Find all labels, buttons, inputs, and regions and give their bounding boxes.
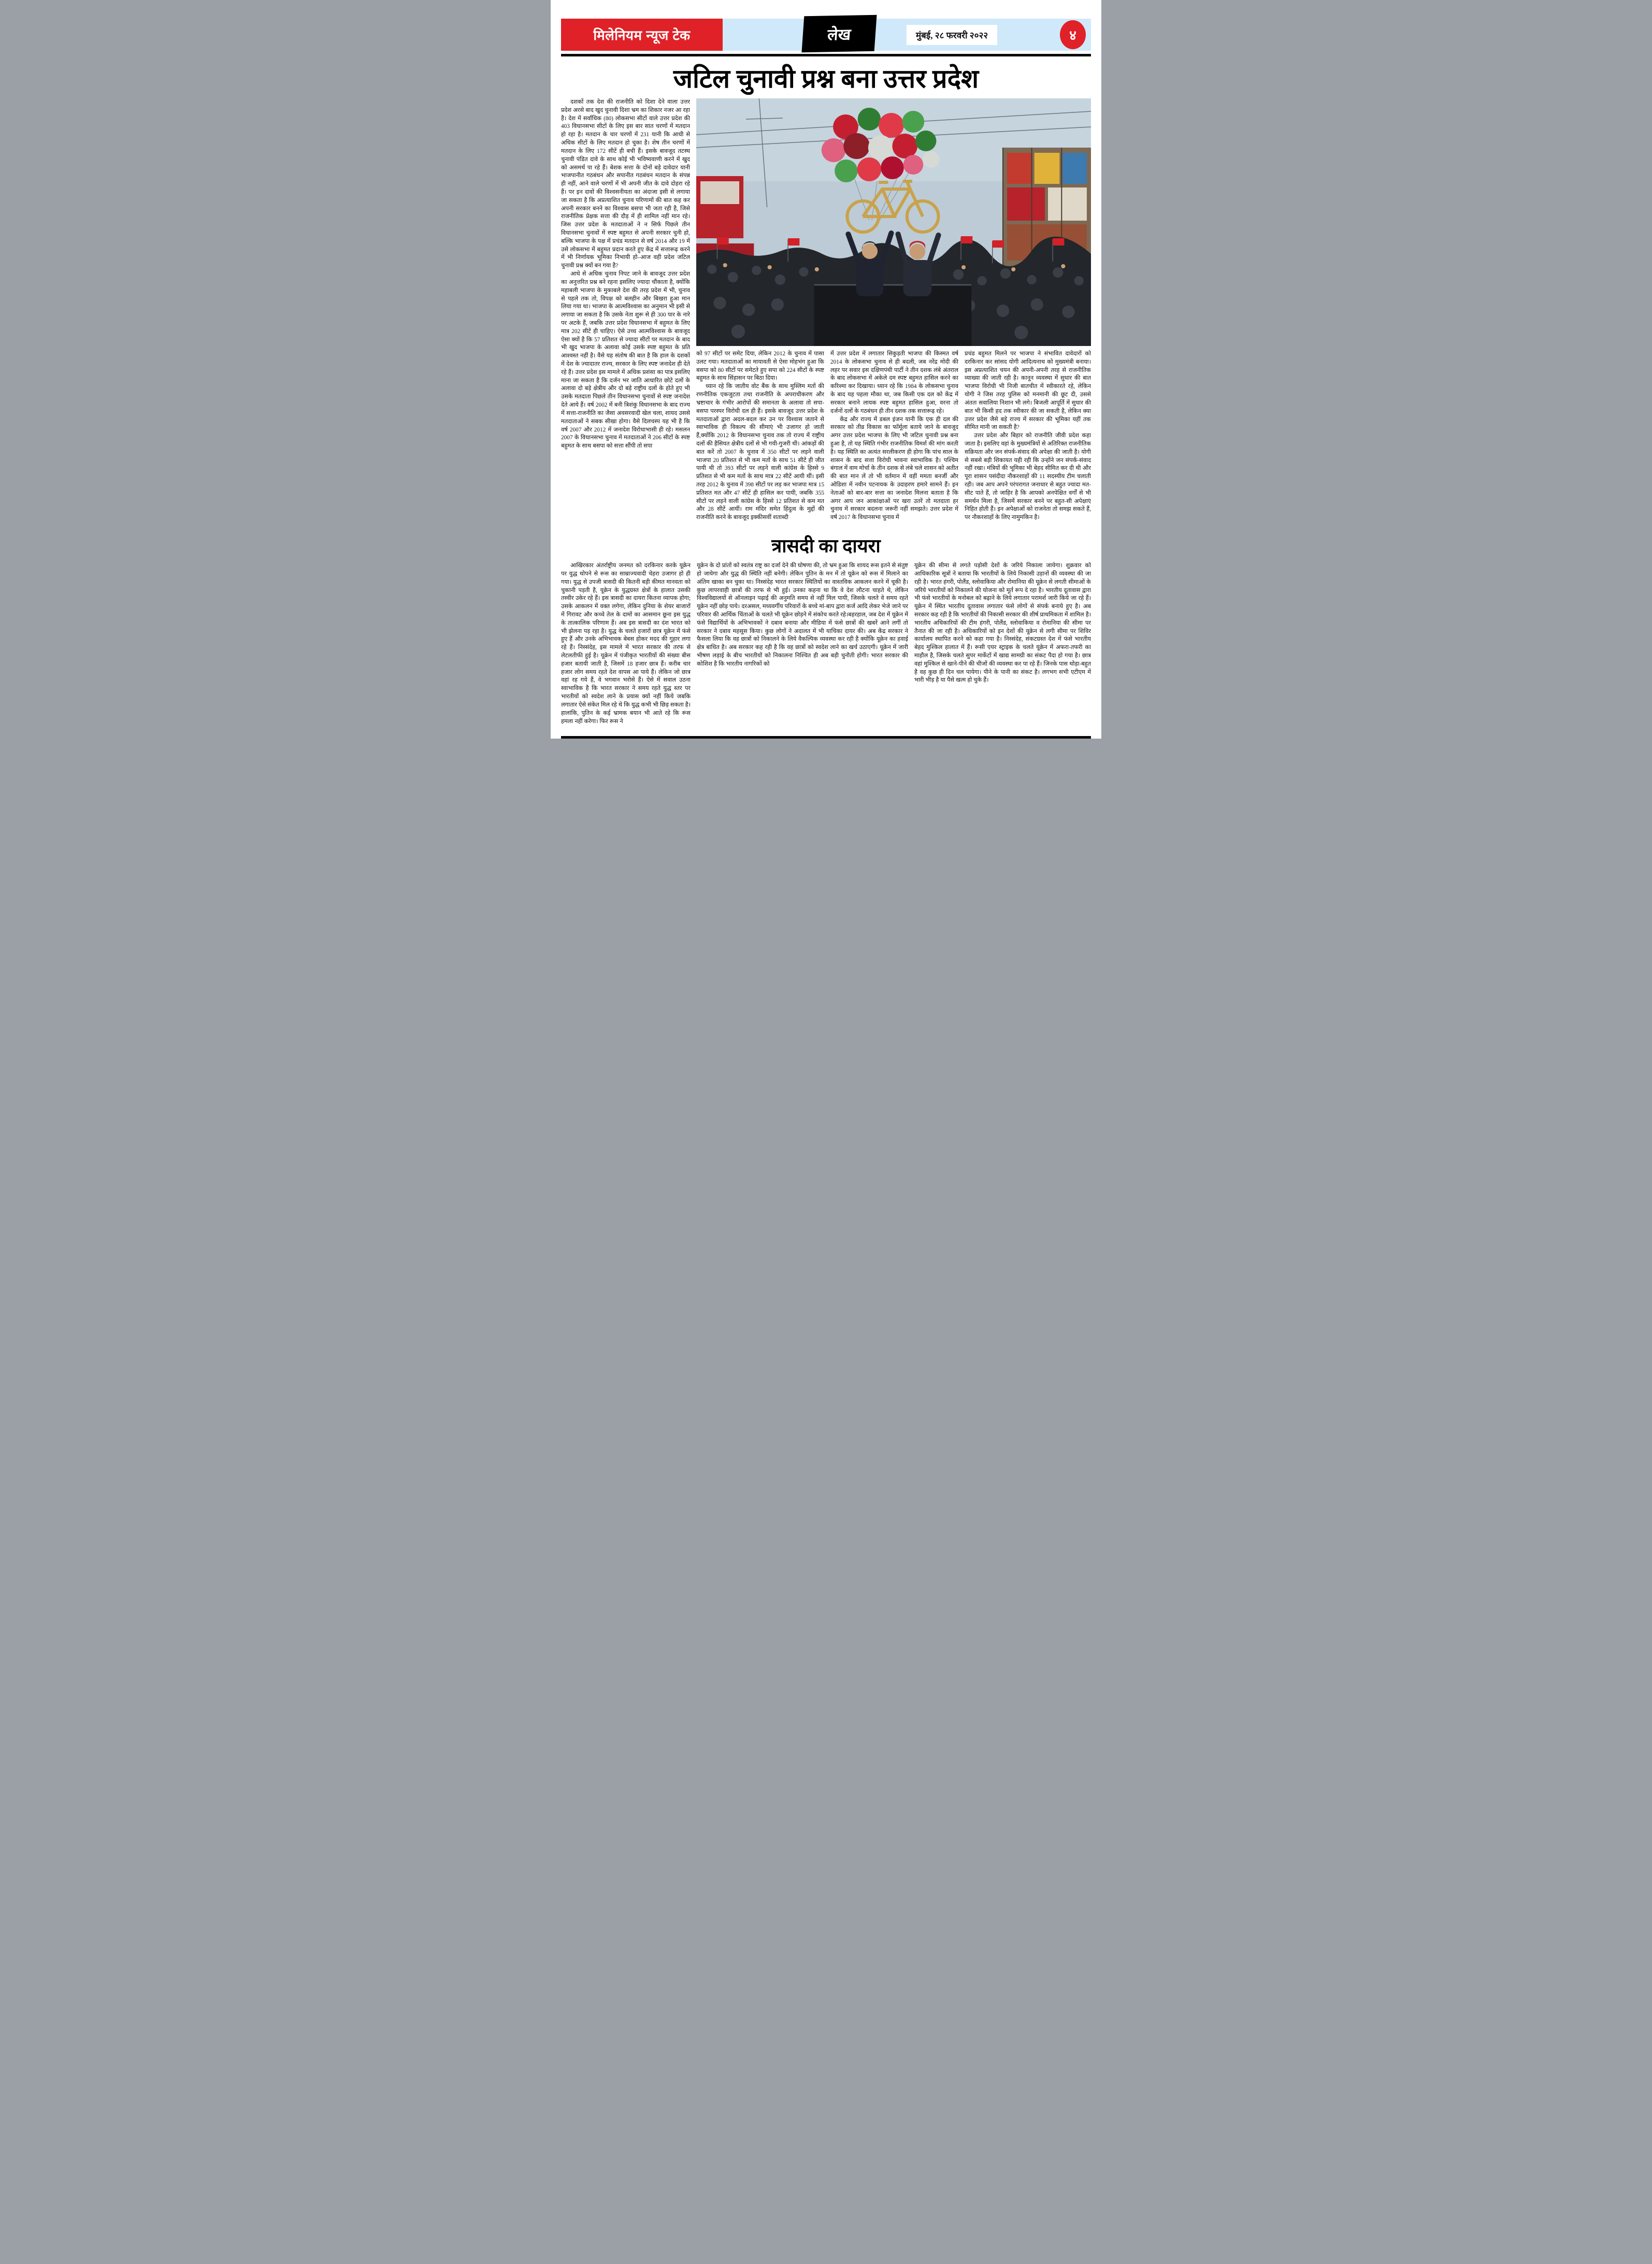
article2-headline: त्रासदी का दायरा xyxy=(771,536,881,557)
article2-body xyxy=(561,562,1091,733)
paragraph: केंद्र और राज्य में डबल इंजन यानी कि एक ही दल की सरकार को तीव्र विकास का फॉर्मूला बताये जाने के बावजूद अगर उत्तर प्रदेश भाजपा के लिए भी जटिल चुनावी प्रश्न बना हुआ है, तो यह स्थिति गंभीर राजनीतिक विमर्श की मांग करती है। यह स्थिति का अत्यंत सरलीकरण ही होगा कि पांच साल के शासन के बाद सत्ता विरोधी भावना स्वाभाविक है। पश्चिम बंगाल में वाम मोर्चा के तीन दशक से लंबे चले शासन को अतीत की बात मान लें तो भी वर्तमान में वहीं ममता बनर्जी और ओडिशा में नवीन पटनायक के उदाहरण हमारे सामने हैं। इन नेताओं को बार-बार सत्ता का जनादेश मिलना बताता है कि अगर आप जन आकांक्षाओं पर खरा उतरें तो मतदाता हर चुनाव में सरकार बदलना जरूरी नहीं समझते। उत्तर प्रदेश में वर्ष 2017 के विधानसभा चुनाव में xyxy=(830,416,958,521)
paragraph: दशकों तक देश की राजनीति को दिशा देने वाला उत्तर प्रदेश अरसे बाद खुद चुनावी दिशा भ्रम का शिकार नजर आ रहा है। देश में सर्वाधिक (80) लोकसभा सीटों वाले उत्तर प्रदेश की 403 विधानसभा सीटों के लिए इस बार सात चरणों में मतदान हो रहा है। मतदान के चार चरणों में 231 यानी कि आधी से अधिक सीटों के लिए मतदान हो चुका है। शेष तीन चरणों में मतदान के लिए 172 सीटें ही बची हैं। इसके बावजूद तटस्थ चुनावी पंडित दावे के साथ कोई भी भविष्यवाणी करने में खुद को असमर्थ पा रहे हैं। बेशक सत्ता के दोनों बड़े दावेदार यानी भाजपानीत गठबंधन और सपानीत गठबंधन मतदान के संपन्न ही नहीं, आने वाले चरणों में भी अपनी जीत के दावे दोहरा रहे हैं। पर इन दावों की विश्वसनीयता का अंदाजा इसी से लगाया जा सकता है कि अप्रत्याशित चुनाव परिणामों की बात कह कर अपनी सरकार बनने का विश्वास बसपा भी जता रही है, जिसे राजनीतिक प्रेक्षक सत्ता की दौड़ में ही शामिल नहीं मान रहे। जिस उत्तर प्रदेश के मतदाताओं ने न सिर्फ पिछले तीन विधानसभा चुनावों में स्पष्ट बहुमत से अपनी सरकार चुनी हो, बल्कि भाजपा के पक्ष में प्रचंड मतदान से वर्ष 2014 और 19 में उसे लोकसभा में बहुमत प्रदान करते हुए केंद्र में सत्तारूढ़ करने में भी निर्णायक भूमिका निभायी हो–आज वही प्रदेश जटिल चुनावी प्रश्न क्यों बन गया है? xyxy=(561,99,690,269)
article1-column-4 xyxy=(965,350,1091,522)
paragraph: में उत्तर प्रदेश में लगातार सिकुड़ती भाजपा की किस्मत वर्ष 2014 के लोकसभा चुनाव से ही बदली, जब नरेंद्र मोदी की लहर पर सवार इस दक्षिणपंथी पार्टी ने तीन दशक लंबे अंतराल के बाद लोकसभा में अकेले दम स्पष्ट बहुमत हासिल करने का करिश्मा कर दिखाया। ध्यान रहे कि 1984 के लोकसभा चुनाव के बाद यह पहला मौका था, जब किसी एक दल को केंद्र में सरकार बनाने लायक स्पष्ट बहुमत हासिल हुआ, वरना तो दर्जनों दलों के गठबंधन ही तीन दशक तक सत्तारूढ़ रहे। xyxy=(830,351,958,414)
page-number-badge: ४ xyxy=(1060,20,1086,49)
paragraph: यूक्रेन की सीमा से लगते पड़ोसी देशों के जरिये निकाला जायेगा। शुक्रवार को आधिकारिक सूत्रों ने बताया कि भारतीयों के लिये निकासी उड़ानों की व्यवस्था की जा रही है। भारत हंगरी, पोलैंड, स्लोवाकिया और रोमानिया की यूक्रेन से लगती सीमाओं के जरिये भारतीयों को निकालने की योजना को मूर्त रूप दे रहा है। भारतीय दूतावास द्वारा भी फंसे भारतीयों के मनोबल को बढ़ाने के लिये लगातार परामर्श जारी किये जा रहे हैं। यूक्रेन में स्थित भारतीय दूतावास लगातार फंसे लोगों से संपर्क बनाये हुए है। अब सरकार कह रही है कि भारतीयों की निकासी सरकार की शीर्ष प्राथमिकता में शामिल है। भारतीय अधिकारियों की टीम हंगरी, पोलैंड, स्लोवाकिया व रोमानिया की सीमा पर तैनात की जा रही है। अधिकारियों को इन देशों की यूक्रेन से लगी सीमा पर शिविर कार्यालय स्थापित करने को कहा गया है। निस्संदेह, संकटग्रस्त देश में फंसे भारतीय बेहद मुश्किल हालात में हैं। रूसी एयर स्ट्राइक के चलते यूक्रेन में अफरा-तफरी का माहौल है, जिसके चलते सुपर मार्केटों में खाद्य सामग्री का संकट पैदा हो गया है। छात्र वहां मुश्किल से खाने-पीने की चीजों की व्यवस्था कर पा रहे हैं। जिनके पास थोड़ा-बहुत है वह कुछ ही दिन चल पायेगा। पीने के पानी का संकट है। लगभग सभी एटीएम में भारी भीड़ है या पैसे खत्म हो चुके हैं। xyxy=(914,563,1091,684)
header-band xyxy=(723,19,1091,51)
section-tab: लेख xyxy=(801,15,877,52)
campaign-vehicle xyxy=(814,285,972,346)
rally-photo-svg xyxy=(696,98,1091,346)
paragraph: आधे से अधिक चुनाव निपट जाने के बावजूद उत्तर प्रदेश का अनुत्तरित प्रश्न बने रहना इसलिए ज्यादा चौंकाता है, क्योंकि महाबली भाजपा के मुकाबले देश की तरह प्रदेश में भी, चुनाव से पहले तक तो, विपक्ष को बलहीन और बिखरा हुआ मान लिया गया था। भाजपा के आत्मविश्वास का अनुमान भी इसी से लगाया जा सकता है कि उसके नेता शुरू से ही 300 पार के नारे पर अटके हैं, जबकि उत्तर प्रदेश विधानसभा में बहुमत के लिए मात्र 202 सीटें ही चाहिए। ऐसे उच्च आत्मविश्वास के बावजूद ऐसा क्यों है कि 57 प्रतिशत से ज्यादा सीटों पर मतदान के बाद भी खुद भाजपा के अलावा कोई उसके स्पष्ट बहुमत के प्रति आश्वस्त नहीं है। वैसे यह संतोष की बात है कि हाल के दशकों में देश के ज्यादातर राज्य, सरकार के लिए स्पष्ट जनादेश ही देते रहे हैं। उत्तर प्रदेश इस मामले में अधिक प्रशंसा का पात्र इसलिए माना जा सकता है कि दर्जन भर जाति आधारित छोटे दलों के अलावा दो बड़े क्षेत्रीय और दो बड़े राष्ट्रीय दलों के होते हुए भी उसके मतदाता पिछले तीन विधानसभा चुनावों से स्पष्ट जनादेश देते आये हैं। वर्ष 2002 में बनी त्रिशंकु विधानसभा के बाद राज्य में सत्ता-राजनीति का जैसा अवसरवादी खेल चला, शायद उससे मतदाताओं ने सबक सीखा होगा। वैसे दिलचस्प यह भी है कि वर्ष 2007 और 2012 में जनादेश विरोधाभासी ही रहे। मसलन 2007 के विधानसभा चुनाव में मतदाताओं ने 206 सीटों के स्पष्ट बहुमत के साथ बसपा को सत्ता सौंपी तो सपा xyxy=(561,271,690,450)
page-header xyxy=(561,19,1091,51)
article1-headline: जटिल चुनावी प्रश्न बना उत्तर प्रदेश xyxy=(673,64,979,93)
paragraph: ध्यान रहे कि जातीय वोट बैंक के साथ मुस्लिम मतों की रणनीतिक एकजुटता तथा राजनीति के अपराधीकरण और भ्रष्टाचार के गंभीर आरोपों की समानता के अलावा तो सपा-बसपा परस्पर विरोधी दल ही हैं। इसके बावजूद उत्तर प्रदेश के मतदाताओं द्वारा अदल-बदल कर उन पर विश्वास जताने से स्वाभाविक ही विकल्प की सीमाएं भी उजागर हो जाती हैं,क्योंकि 2012 के विधानसभा चुनाव तक तो राज्य में राष्ट्रीय दलों की हैसियत क्षेत्रीय दलों से भी गयी-गुजरी थी। आंकड़ों की बात करें तो 2007 के चुनाव में 350 सीटों पर लड़ने वाली भाजपा 20 प्रतिशत से भी कम मतों के साथ 51 सीटें ही जीत पायी थी तो 393 सीटों पर लड़ने वाली कांग्रेस के हिस्से 9 प्रतिशत से भी कम मतों के साथ मात्र 22 सीटें आयी थीं। इसी तरह 2012 के चुनाव में 398 सीटों पर लड़ कर भाजपा मात्र 15 प्रतिशत मत और 47 सीटें ही हासिल कर पायी, जबकि 355 सीटों पर लड़ने वाली कांग्रेस के हिस्से 12 प्रतिशत से कम मत और 28 सीटें आयीं। राम मंदिर समेत हिंदुत्व के मुद्दों की राजनीति करने के बावजूद इक्कीसवीं शताब्दी xyxy=(696,383,824,521)
bottom-rule xyxy=(561,736,1091,739)
article1-body xyxy=(561,98,1091,522)
paragraph: आखिरकार अंतर्राष्ट्रीय जनमत को दरकिनार करके यूक्रेन पर युद्ध थोपने से रूस का साम्राज्यवादी चेहरा उजागर हो ही गया। युद्ध से उपजी त्रासदी की कितनी बड़ी कीमत मानवता को चुकानी पड़ती है, यूक्रेन के युद्धग्रस्त क्षेत्रों के हालात उसकी तस्वीर उकेर रहे हैं। इस त्रासदी का दायरा कितना व्यापक होगा; उसके आकलन में वक्त लगेगा, लेकिन दुनिया के शेयर बाजारों में गिरावट और कच्चे तेल के दामों का आसमान छूना इस युद्ध के तात्कालिक परिणाम हैं। अब इस त्रासदी का दंश भारत को भी झेलना पड़ रहा है। युद्ध के चलते हजारों छात्र यूक्रेन में फंसे हुए हैं और उनके अभिभावक बेबस होकर मदद की गुहार लगा रहे हैं। निस्संदेह, इस मामले में भारत सरकार की तरफ से लेटलतीफी हुई है। यूक्रेन में पंजीकृत भारतीयों की संख्या बीस हजार बतायी जाती है, जिसमें 18 हजार छात्र हैं। करीब चार हजार लोग समय रहते देश वापस आ पाये हैं। लेकिन जो छात्र वहां रह गये हैं, वे भगवान भरोसे हैं। ऐसे में सवाल उठना स्वाभाविक है कि भारत सरकार ने समय रहते युद्ध स्तर पर भारतीयों को स्वदेश लाने के प्रयास क्यों नहीं किये जबकि लगातार ऐसे संकेत मिल रहे थे कि युद्ध कभी भी छिड़ सकता है। हालांकि, पुतिन के कई भ्रामक बयान भी आते रहे कि रूस हमला नहीं करेगा। फिर रूस ने xyxy=(561,563,691,725)
article2-column-1 xyxy=(561,562,691,726)
newspaper-page xyxy=(551,0,1101,739)
paragraph: उत्तर प्रदेश और बिहार को राजनीति जीवी प्रदेश कहा जाता है। इसलिए वहां के मुख्यमंत्रियों से अतिरिक्त राजनीतिक सक्रियता और जन संपर्क-संवाद की अपेक्षा की जाती है। योगी से सबसे बड़ी शिकायत यही रही कि उन्होंने जन संपर्क-संवाद नहीं रखा। मंत्रियों की भूमिका भी बेहद सीमित कर दी थी और पूरा शासन पसंदीदा नौकरशाहों की 11 सदस्यीय टीम चलाती रही। जब आप अपने परंपरागत जनाधार से बहुत ज्यादा मत-सीट पाते हैं, तो जाहिर है कि आपको अनपेक्षित वर्गों से भी समर्थन मिला है, जिसमें सरकार बनने पर बहुत-सी अपेक्षाएं निहित होती हैं। इन अपेक्षाओं को राजनेता तो समझ सकते हैं, पर नौकरशाहों के लिए नामुमकिन है। xyxy=(965,432,1091,521)
rally-photo xyxy=(696,98,1091,346)
paragraph: यूक्रेन के दो प्रांतों को स्वतंत्र राष्ट्र का दर्जा देने की घोषणा की, तो भ्रम हुआ कि शायद रूस इतने से संतुष्ट हो जायेगा और युद्ध की स्थिति नहीं बनेगी। लेकिन पुतिन के मन में तो यूक्रेन को रूस में मिलाने का अंतिम खाका बन चुका था। निस्संदेह भारत सरकार स्थितियों का वास्तविक आकलन करने में चूकी है। कुछ लापरवाही छात्रों की तरफ से भी हुई। उनका कहना था कि वे देश लौटना चाहते थे, लेकिन विश्वविद्यालयों से ऑनलाइन पढ़ाई की अनुमति समय से नहीं मिल पायी, जिसके चलते वे समय रहते यूक्रेन नहीं छोड़ पाये। दरअसल, मध्यवर्गीय परिवारों के बच्चे मां-बाप द्वारा कर्ज आदि लेकर भेजे जाने पर परिवार की आर्थिक चिंताओं के चलते भी यूक्रेन छोड़ने में संकोच करते रहे।बहरहाल, जब देश में यूक्रेन में फंसे विद्यार्थियों के अभिभावकों ने दबाव बनाया और मीडिया में फंसे छात्रों की खबरें आने लगीं तो सरकार ने दबाव महसूस किया। कुछ लोगों ने अदालत में भी याचिका दायर की। अब केंद्र सरकार ने फैसला लिया कि वह छात्रों को निकालने के लिये वैकल्पिक व्यवस्था कर रही है क्योंकि यूक्रेन का हवाई क्षेत्र बाधित है। अब सरकार कह रही है कि वह छात्रों को स्वदेश लाने का खर्च उठाएगी। यूक्रेन में जारी भीषण लड़ाई के बीच भारतीयों को निकालना निश्चित ही अब बड़ी चुनौती होगी। भारत सरकार की कोशिश है कि भारतीय नागरिकों को xyxy=(697,563,908,667)
paragraph: प्रचंड बहुमत मिलने पर भाजपा ने संभावित दावेदारों को दरकिनार कर सांसद योगी आदित्यनाथ को मुख्यमंत्री बनाया। इस अप्रत्याशित चयन की अपनी-अपनी तरह से राजनीतिक व्याख्या की जाती रही है। कानून व्यवस्था में सुधार की बात भाजपा विरोधी भी निजी बातचीत में स्वीकारते रहे, लेकिन योगी ने जिस तरह पुलिस को मनमानी की छूट दी, उससे अंततः सवालिया निशान भी लगे। बिजली आपूर्ति में सुधार की बात भी किसी हद तक स्वीकार की जा सकती है, लेकिन क्या उत्तर प्रदेश जैसे बड़े राज्य में सरकार की भूमिका यहीं तक सीमित मानी जा सकती है? xyxy=(965,351,1091,431)
article1-column-2 xyxy=(696,350,824,522)
article1-column-1 xyxy=(561,98,690,522)
article2-column-2 xyxy=(697,562,908,726)
article2-column-3 xyxy=(914,562,1091,726)
date-box: मुंबई, २८ फरवरी २०२२ xyxy=(907,25,997,45)
article1-column-3 xyxy=(830,350,958,522)
paragraph: को 97 सीटों पर समेट दिया, लेकिन 2012 के चुनाव में पासा उलट गया। मतदाताओं का मायावती से ऐसा मोहभंग हुआ कि बसपा को 80 सीटों पर समेटते हुए सपा को 224 सीटों के स्पष्ट बहुमत के साथ सिंहासन पर बिठा दिया। xyxy=(696,351,824,382)
masthead: मिलेनियम न्यूज टेक xyxy=(561,19,723,51)
header-rule xyxy=(561,54,1091,56)
